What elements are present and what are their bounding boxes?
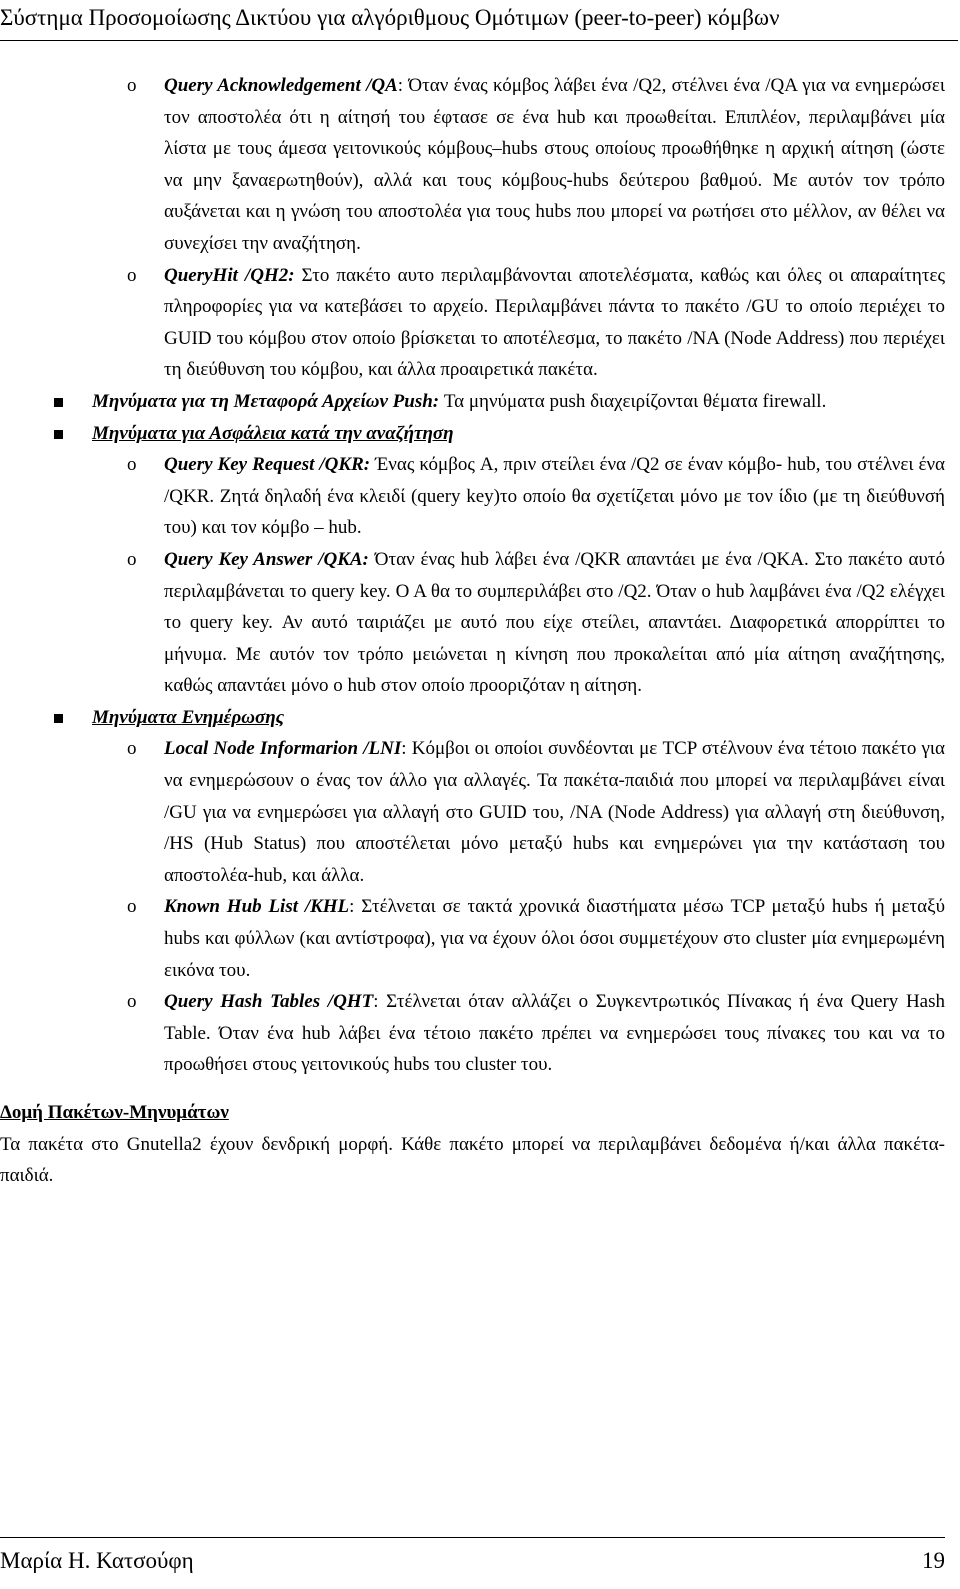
square-bullet-icon (54, 398, 63, 407)
item-term: Local Node Informarion /LNI (164, 738, 402, 760)
square-bullet-icon (54, 714, 63, 723)
list-marker-o: o (127, 738, 137, 760)
item-term: Μηνύματα για Ασφάλεια κατά την αναζήτηση (92, 422, 454, 444)
square-bullet-icon (54, 430, 63, 439)
list-item-known-hub-list (0, 891, 945, 986)
list-item-update-messages (0, 702, 945, 734)
item-term-suffix: : (373, 991, 379, 1013)
header-title: Σύστημα Προσομοίωσης Δικτύου για αλγόριθμους Ομότιμων (peer-to-peer) κόμβων (0, 5, 780, 30)
item-text: Στέλνεται σε τακτά χρονικά διαστήματα μέσω TCP μεταξύ hubs ή μεταξύ hubs και φύλλων (και αντίστροφα), για να έχουν όλοι όσοι συμμετέχουν στο cluster μία ενημερωμένη εικόνα του. (164, 896, 945, 981)
list-item-query-key-request (0, 449, 945, 544)
list-item-push-messages (0, 386, 945, 418)
header-rule (0, 40, 958, 41)
list-item-security-messages (0, 418, 945, 450)
item-text: Κόμβοι οι οποίοι συνδέονται με TCP στέλνουν ένα τέτοιο πακέτο για να ενημερώσουν ο ένας τον άλλο για αλλαγές. Τα πακέτα-παιδιά που μπορεί να περιλαμβάνει είναι /GU για να ενημερώσει για αλλαγή στο GUID του, /NA (Node Address) για αλλαγή στη διεύθυνση, /HS (Hub Status) που αποστέλεται μόνο μεταξύ hubs και ενημερώνει για την κατάσταση του αποστολέα-hub, και άλλα. (164, 738, 945, 886)
page-number: 19 (922, 1548, 945, 1573)
list-marker-o: o (127, 75, 137, 96)
page-header (0, 4, 960, 32)
item-term: Query Hash Tables /QHT (164, 991, 374, 1013)
section-heading: Δομή Πακέτων-Μηνυμάτων (0, 1102, 229, 1123)
list-marker-o: o (127, 548, 137, 570)
footer-author: Μαρία Η. Κατσούφη (0, 1548, 194, 1573)
list-item-queryhit (0, 260, 945, 386)
list-marker-o: o (127, 991, 137, 1013)
item-text: Τα μηνύματα push διαχειρίζονται θέματα firewall. (439, 390, 827, 412)
item-term: Μηνύματα Ενημέρωσης (92, 706, 285, 728)
item-term: Known Hub List /KHL (164, 896, 350, 918)
item-text: Όταν ένας hub λάβει ένα /QKR απαντάει με ένα /QKA. Στο πακέτο αυτό περιλαμβάνεται το query key. Ο Α θα το συμπεριλάβει στο /Q2. Όταν ο hub λαμβάνει ένα /Q2 ελέγχει το query key. Αν αυτό ταιριάζει με αυτό που είχε στείλει, απαντάει. Διαφορετικά απορρίπτει το μήνυμα. Με αυτόν τον τρόπο μειώνεται η κίνηση που προκαλείται από μία αίτηση αναζήτησης, καθώς απαντάει μόνο ο hub στον οποίο προοριζόταν η αίτηση. (164, 548, 945, 697)
item-term: Query Key Answer /QKA: (164, 548, 369, 570)
list-item-query-key-answer (0, 544, 945, 702)
item-text: Στέλνεται όταν αλλάζει ο Συγκεντρωτικός Πίνακας ή ένα Query Hash Table. Όταν ένα hub λάβει ένα τέτοιο πακέτο πρέπει να ενημερώσει τους πίνακες του και να το προωθήσει στους γειτονικούς hubs του cluster του. (164, 991, 946, 1076)
list-marker-o: o (127, 454, 137, 476)
item-term-suffix: : (349, 896, 355, 918)
item-term-suffix: : (397, 75, 404, 96)
document-body (0, 70, 945, 1192)
item-term: Μηνύματα για τη Μεταφορά Αρχείων Push: (92, 390, 440, 412)
list-marker-o: o (127, 264, 137, 286)
list-marker-o: o (127, 896, 137, 918)
item-term-suffix: : (401, 738, 407, 760)
item-text: Όταν ένας κόμβος λάβει ένα /Q2, στέλνει ένα /QA για να ενημερώσει τον αποστολέα ότι η αίτησή του έφτασε σε ένα hub και προωθείται. Επιπλέον, περιλαμβάνει μία λίστα με τους άμεσα γειτονικούς κόμβους–hubs στους οποίους προωθήθηκε η αρχική αίτηση (ώστε να μην ξαναερωτηθούν), αλλά και τους κόμβους-hubs δεύτερου βαθμού. Με αυτόν τον τρόπο αυξάνεται και η γνώση του αποστολέα για τους hubs που μπορεί να ρωτήσει στο μέλλον, αν θέλει να συνεχίσει την αναζήτηση. (164, 75, 945, 254)
list-item-query-acknowledgement (0, 70, 945, 260)
item-text: Ένας κόμβος A, πριν στείλει ένα /Q2 σε έναν κόμβο- hub, του στέλνει ένα /QKR. Ζητά δηλαδή ένα κλειδί (query key)το οποίο θα σχετίζεται μόνο με τον ίδιο (με τη διεύθυνσή του) και τον κόμβο – hub. (164, 454, 945, 539)
page-footer (0, 1537, 945, 1578)
list-item-query-hash-tables (0, 986, 945, 1081)
item-text: Στο πακέτο αυτο περιλαμβάνονται αποτελέσματα, καθώς και όλες οι απαραίτητες πληροφορίες για να κατεβάσει το αρχείο. Περιλαμβάνει πάντα το πακέτο /GU το οποίο περιέχει το GUID του κόμβου στον οποίο βρίσκεται το αποτέλεσμα, το πακέτο /NA (Node Address) που περιέχει τη διεύθυνση του κόμβου, και άλλα προαιρετικά πακέτα. (164, 264, 945, 381)
section-paragraph: Τα πακέτα στο Gnutella2 έχουν δενδρική μορφή. Κάθε πακέτο μπορεί να περιλαμβάνει δεδομένα ή/και άλλα πακέτα-παιδιά. (0, 1133, 945, 1187)
item-term: QueryHit /QH2: (164, 264, 295, 286)
list-item-local-node-information (0, 733, 945, 891)
item-term: Query Acknowledgement /QA (164, 75, 398, 96)
item-term: Query Key Request /QKR: (164, 454, 371, 476)
